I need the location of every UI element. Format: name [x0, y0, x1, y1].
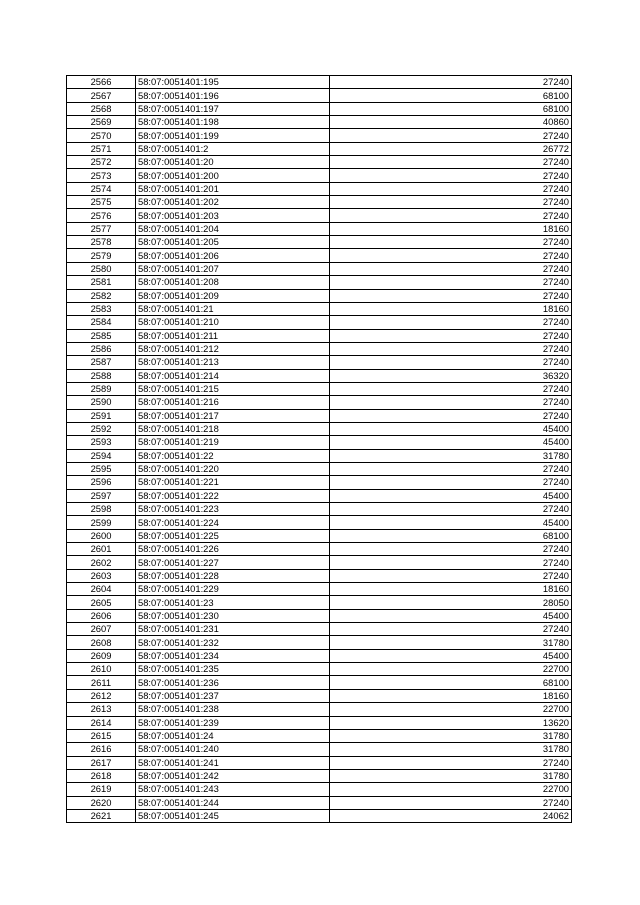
row-number-cell: 2617 [67, 756, 136, 769]
table-row [67, 222, 572, 235]
table-body [67, 76, 572, 823]
table-row [67, 396, 572, 409]
table-row [67, 276, 572, 289]
cadastral-number-cell: 58:07:0051401:228 [136, 569, 330, 582]
value-cell: 27240 [330, 623, 572, 636]
table-row [67, 556, 572, 569]
cadastral-number-cell: 58:07:0051401:2 [136, 142, 330, 155]
table-row [67, 703, 572, 716]
cadastral-number-cell: 58:07:0051401:239 [136, 716, 330, 729]
value-cell: 28050 [330, 596, 572, 609]
cadastral-number-cell: 58:07:0051401:225 [136, 529, 330, 542]
value-cell: 27240 [330, 196, 572, 209]
row-number-cell: 2568 [67, 102, 136, 115]
value-cell: 27240 [330, 129, 572, 142]
data-table [66, 75, 572, 823]
cadastral-number-cell: 58:07:0051401:212 [136, 342, 330, 355]
value-cell: 31780 [330, 636, 572, 649]
table-row [67, 663, 572, 676]
row-number-cell: 2583 [67, 302, 136, 315]
value-cell: 13620 [330, 716, 572, 729]
cadastral-number-cell: 58:07:0051401:210 [136, 316, 330, 329]
value-cell: 27240 [330, 382, 572, 395]
value-cell: 27240 [330, 476, 572, 489]
cadastral-number-cell: 58:07:0051401:195 [136, 76, 330, 89]
table-row [67, 209, 572, 222]
value-cell: 27240 [330, 796, 572, 809]
cadastral-number-cell: 58:07:0051401:232 [136, 636, 330, 649]
row-number-cell: 2620 [67, 796, 136, 809]
value-cell: 27240 [330, 262, 572, 275]
value-cell: 27240 [330, 543, 572, 556]
value-cell: 18160 [330, 689, 572, 702]
value-cell: 45400 [330, 436, 572, 449]
table-row [67, 449, 572, 462]
row-number-cell: 2584 [67, 316, 136, 329]
cadastral-number-cell: 58:07:0051401:207 [136, 262, 330, 275]
row-number-cell: 2612 [67, 689, 136, 702]
row-number-cell: 2601 [67, 543, 136, 556]
cadastral-number-cell: 58:07:0051401:209 [136, 289, 330, 302]
cadastral-number-cell: 58:07:0051401:201 [136, 182, 330, 195]
row-number-cell: 2621 [67, 809, 136, 822]
cadastral-number-cell: 58:07:0051401:200 [136, 169, 330, 182]
row-number-cell: 2581 [67, 276, 136, 289]
value-cell: 27240 [330, 396, 572, 409]
cadastral-number-cell: 58:07:0051401:234 [136, 649, 330, 662]
table-row [67, 116, 572, 129]
cadastral-number-cell: 58:07:0051401:242 [136, 769, 330, 782]
cadastral-number-cell: 58:07:0051401:204 [136, 222, 330, 235]
row-number-cell: 2566 [67, 76, 136, 89]
value-cell: 27240 [330, 569, 572, 582]
table-row [67, 102, 572, 115]
table-row [67, 182, 572, 195]
value-cell: 31780 [330, 449, 572, 462]
cadastral-number-cell: 58:07:0051401:211 [136, 329, 330, 342]
row-number-cell: 2570 [67, 129, 136, 142]
row-number-cell: 2589 [67, 382, 136, 395]
table-row [67, 796, 572, 809]
value-cell: 27240 [330, 462, 572, 475]
row-number-cell: 2595 [67, 462, 136, 475]
row-number-cell: 2607 [67, 623, 136, 636]
row-number-cell: 2567 [67, 89, 136, 102]
table-row [67, 529, 572, 542]
cadastral-number-cell: 58:07:0051401:218 [136, 422, 330, 435]
cadastral-number-cell: 58:07:0051401:243 [136, 783, 330, 796]
row-number-cell: 2593 [67, 436, 136, 449]
value-cell: 27240 [330, 169, 572, 182]
row-number-cell: 2603 [67, 569, 136, 582]
row-number-cell: 2597 [67, 489, 136, 502]
table-row [67, 89, 572, 102]
value-cell: 31780 [330, 769, 572, 782]
table-row [67, 676, 572, 689]
cadastral-number-cell: 58:07:0051401:227 [136, 556, 330, 569]
cadastral-number-cell: 58:07:0051401:229 [136, 583, 330, 596]
table-row [67, 142, 572, 155]
row-number-cell: 2582 [67, 289, 136, 302]
row-number-cell: 2580 [67, 262, 136, 275]
table-row [67, 716, 572, 729]
table-row [67, 729, 572, 742]
table-row [67, 516, 572, 529]
cadastral-number-cell: 58:07:0051401:199 [136, 129, 330, 142]
cadastral-number-cell: 58:07:0051401:231 [136, 623, 330, 636]
value-cell: 27240 [330, 756, 572, 769]
cadastral-number-cell: 58:07:0051401:235 [136, 663, 330, 676]
cadastral-number-cell: 58:07:0051401:202 [136, 196, 330, 209]
value-cell: 45400 [330, 516, 572, 529]
row-number-cell: 2618 [67, 769, 136, 782]
value-cell: 68100 [330, 102, 572, 115]
cadastral-number-cell: 58:07:0051401:214 [136, 369, 330, 382]
table-row [67, 249, 572, 262]
table-row [67, 169, 572, 182]
cadastral-number-cell: 58:07:0051401:213 [136, 356, 330, 369]
value-cell: 36320 [330, 369, 572, 382]
cadastral-number-cell: 58:07:0051401:240 [136, 743, 330, 756]
value-cell: 27240 [330, 209, 572, 222]
row-number-cell: 2600 [67, 529, 136, 542]
cadastral-number-cell: 58:07:0051401:217 [136, 409, 330, 422]
row-number-cell: 2615 [67, 729, 136, 742]
value-cell: 31780 [330, 743, 572, 756]
value-cell: 27240 [330, 316, 572, 329]
row-number-cell: 2598 [67, 503, 136, 516]
row-number-cell: 2592 [67, 422, 136, 435]
cadastral-number-cell: 58:07:0051401:196 [136, 89, 330, 102]
cadastral-number-cell: 58:07:0051401:197 [136, 102, 330, 115]
cadastral-number-cell: 58:07:0051401:238 [136, 703, 330, 716]
value-cell: 27240 [330, 329, 572, 342]
cadastral-number-cell: 58:07:0051401:20 [136, 156, 330, 169]
value-cell: 22700 [330, 663, 572, 676]
table-row [67, 156, 572, 169]
table-row [67, 462, 572, 475]
table-row [67, 769, 572, 782]
table-row [67, 583, 572, 596]
value-cell: 27240 [330, 342, 572, 355]
value-cell: 22700 [330, 783, 572, 796]
table-row [67, 369, 572, 382]
cadastral-number-cell: 58:07:0051401:241 [136, 756, 330, 769]
value-cell: 31780 [330, 729, 572, 742]
row-number-cell: 2572 [67, 156, 136, 169]
cadastral-number-cell: 58:07:0051401:245 [136, 809, 330, 822]
row-number-cell: 2608 [67, 636, 136, 649]
value-cell: 40860 [330, 116, 572, 129]
value-cell: 18160 [330, 583, 572, 596]
row-number-cell: 2575 [67, 196, 136, 209]
value-cell: 27240 [330, 182, 572, 195]
table-row [67, 329, 572, 342]
cadastral-number-cell: 58:07:0051401:21 [136, 302, 330, 315]
cadastral-number-cell: 58:07:0051401:215 [136, 382, 330, 395]
value-cell: 27240 [330, 156, 572, 169]
table-row [67, 609, 572, 622]
row-number-cell: 2602 [67, 556, 136, 569]
value-cell: 45400 [330, 489, 572, 502]
row-number-cell: 2609 [67, 649, 136, 662]
table-row [67, 809, 572, 822]
cadastral-number-cell: 58:07:0051401:244 [136, 796, 330, 809]
cadastral-number-cell: 58:07:0051401:22 [136, 449, 330, 462]
value-cell: 27240 [330, 503, 572, 516]
row-number-cell: 2588 [67, 369, 136, 382]
cadastral-number-cell: 58:07:0051401:230 [136, 609, 330, 622]
table-row [67, 783, 572, 796]
table-row [67, 596, 572, 609]
table-row [67, 476, 572, 489]
cadastral-number-cell: 58:07:0051401:24 [136, 729, 330, 742]
table-row [67, 649, 572, 662]
cadastral-number-cell: 58:07:0051401:203 [136, 209, 330, 222]
table-row [67, 262, 572, 275]
row-number-cell: 2605 [67, 596, 136, 609]
row-number-cell: 2571 [67, 142, 136, 155]
table-row [67, 129, 572, 142]
value-cell: 45400 [330, 649, 572, 662]
table-row [67, 409, 572, 422]
row-number-cell: 2569 [67, 116, 136, 129]
value-cell: 18160 [330, 222, 572, 235]
table-row [67, 436, 572, 449]
value-cell: 27240 [330, 289, 572, 302]
row-number-cell: 2596 [67, 476, 136, 489]
row-number-cell: 2604 [67, 583, 136, 596]
cadastral-number-cell: 58:07:0051401:222 [136, 489, 330, 502]
cadastral-number-cell: 58:07:0051401:206 [136, 249, 330, 262]
value-cell: 68100 [330, 529, 572, 542]
cadastral-number-cell: 58:07:0051401:236 [136, 676, 330, 689]
table-row [67, 236, 572, 249]
table-row [67, 76, 572, 89]
cadastral-number-cell: 58:07:0051401:220 [136, 462, 330, 475]
cadastral-number-cell: 58:07:0051401:223 [136, 503, 330, 516]
cadastral-number-cell: 58:07:0051401:198 [136, 116, 330, 129]
table-row [67, 743, 572, 756]
row-number-cell: 2585 [67, 329, 136, 342]
table-row [67, 489, 572, 502]
row-number-cell: 2590 [67, 396, 136, 409]
table-row [67, 689, 572, 702]
value-cell: 24062 [330, 809, 572, 822]
value-cell: 27240 [330, 236, 572, 249]
cadastral-number-cell: 58:07:0051401:221 [136, 476, 330, 489]
row-number-cell: 2611 [67, 676, 136, 689]
value-cell: 68100 [330, 89, 572, 102]
row-number-cell: 2591 [67, 409, 136, 422]
row-number-cell: 2614 [67, 716, 136, 729]
row-number-cell: 2586 [67, 342, 136, 355]
row-number-cell: 2578 [67, 236, 136, 249]
row-number-cell: 2594 [67, 449, 136, 462]
row-number-cell: 2573 [67, 169, 136, 182]
row-number-cell: 2587 [67, 356, 136, 369]
value-cell: 68100 [330, 676, 572, 689]
table-row [67, 382, 572, 395]
value-cell: 27240 [330, 276, 572, 289]
row-number-cell: 2606 [67, 609, 136, 622]
value-cell: 27240 [330, 409, 572, 422]
value-cell: 18160 [330, 302, 572, 315]
table-row [67, 543, 572, 556]
value-cell: 27240 [330, 76, 572, 89]
cadastral-number-cell: 58:07:0051401:224 [136, 516, 330, 529]
row-number-cell: 2577 [67, 222, 136, 235]
row-number-cell: 2574 [67, 182, 136, 195]
table-row [67, 356, 572, 369]
cadastral-number-cell: 58:07:0051401:216 [136, 396, 330, 409]
table-row [67, 289, 572, 302]
row-number-cell: 2619 [67, 783, 136, 796]
row-number-cell: 2576 [67, 209, 136, 222]
value-cell: 27240 [330, 556, 572, 569]
cadastral-number-cell: 58:07:0051401:208 [136, 276, 330, 289]
table-row [67, 623, 572, 636]
table-row [67, 316, 572, 329]
table-row [67, 636, 572, 649]
value-cell: 45400 [330, 609, 572, 622]
cadastral-number-cell: 58:07:0051401:23 [136, 596, 330, 609]
table-row [67, 503, 572, 516]
value-cell: 22700 [330, 703, 572, 716]
table-row [67, 196, 572, 209]
row-number-cell: 2616 [67, 743, 136, 756]
row-number-cell: 2613 [67, 703, 136, 716]
value-cell: 27240 [330, 356, 572, 369]
cadastral-number-cell: 58:07:0051401:226 [136, 543, 330, 556]
value-cell: 27240 [330, 249, 572, 262]
row-number-cell: 2579 [67, 249, 136, 262]
value-cell: 45400 [330, 422, 572, 435]
row-number-cell: 2599 [67, 516, 136, 529]
cadastral-number-cell: 58:07:0051401:205 [136, 236, 330, 249]
table-row [67, 422, 572, 435]
table-row [67, 569, 572, 582]
table-row [67, 756, 572, 769]
table-row [67, 342, 572, 355]
table-row [67, 302, 572, 315]
cadastral-number-cell: 58:07:0051401:237 [136, 689, 330, 702]
cadastral-number-cell: 58:07:0051401:219 [136, 436, 330, 449]
value-cell: 26772 [330, 142, 572, 155]
row-number-cell: 2610 [67, 663, 136, 676]
